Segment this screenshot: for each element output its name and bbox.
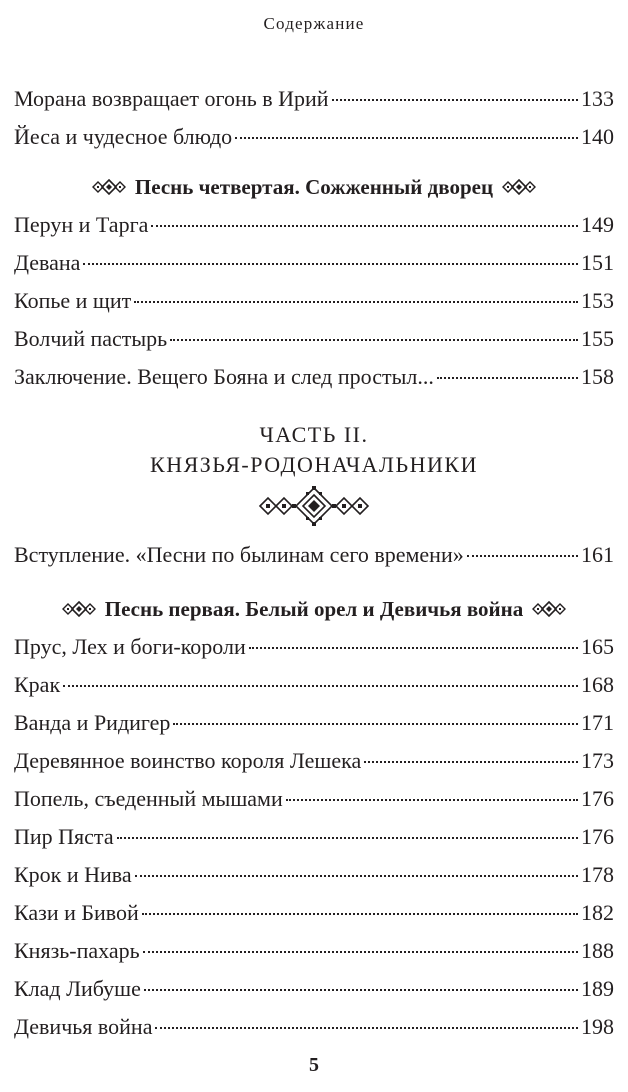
toc-entry-page: 151 (581, 250, 614, 275)
toc-entry[interactable] (14, 536, 614, 574)
toc-entry[interactable] (14, 358, 614, 396)
song-four-section (14, 168, 614, 396)
toc-entry[interactable] (14, 628, 614, 666)
toc-block-top (14, 80, 614, 156)
toc-entry-title: Йеса и чудесное блюдо (14, 124, 233, 149)
toc-entry-page: 171 (581, 710, 614, 735)
toc-entry[interactable] (14, 894, 614, 932)
toc-entry[interactable] (14, 118, 614, 156)
leader-dots (151, 225, 578, 227)
toc-entry[interactable] (14, 244, 614, 282)
toc-entry[interactable] (14, 704, 614, 742)
folk-ornament-icon (531, 601, 567, 617)
toc-entry-page: 133 (581, 86, 614, 111)
toc-entry-page: 161 (581, 542, 614, 567)
page-number: 5 (309, 1054, 319, 1076)
toc-entry-title: Пир Пяста (14, 824, 114, 849)
toc-entry-title: Клад Либуше (14, 976, 141, 1001)
toc-entry-title: Девана (14, 250, 81, 275)
toc-entry[interactable] (14, 932, 614, 970)
toc-entry-page: 198 (581, 1014, 614, 1039)
toc-entry-title: Девичья война (14, 1014, 153, 1039)
toc-entry-title: Морана возвращает огонь в Ирий (14, 86, 329, 111)
toc-entry-page: 188 (581, 938, 614, 963)
leader-dots (134, 301, 578, 303)
toc-entry-title: Ванда и Ридигер (14, 710, 171, 735)
toc-entry[interactable] (14, 206, 614, 244)
toc-entry-title: Кази и Бивой (14, 900, 139, 925)
folk-ornament-icon (61, 601, 97, 617)
toc-entry-title: Князь-пахарь (14, 938, 140, 963)
folk-ornament-icon (91, 179, 127, 195)
song-heading (14, 590, 614, 628)
leader-dots (135, 875, 578, 877)
toc-entry-title: Копье и щит (14, 288, 132, 313)
toc-entry-title: Крак (14, 672, 61, 697)
toc-entry-title: Попель, съеденный мышами (14, 786, 283, 811)
leader-dots (63, 685, 578, 687)
leader-dots (173, 723, 578, 725)
toc-entry[interactable] (14, 970, 614, 1008)
toc-entry-page: 158 (581, 364, 614, 389)
leader-dots (170, 339, 578, 341)
part-heading-line1: ЧАСТЬ II. (259, 422, 369, 447)
toc-entry-page: 149 (581, 212, 614, 237)
leader-dots (332, 99, 578, 101)
part-two-intro (14, 536, 614, 574)
leader-dots (144, 989, 578, 991)
toc-entry-title: Деревянное воинство короля Лешека (14, 748, 362, 773)
toc-entry-title: Волчий пастырь (14, 326, 168, 351)
toc-entry-page: 173 (581, 748, 614, 773)
folk-ornament-large-icon (254, 486, 374, 526)
leader-dots (155, 1027, 578, 1029)
toc-entry[interactable] (14, 780, 614, 818)
part-heading-line2: КНЯЗЬЯ-РОДОНАЧАЛЬНИКИ (150, 452, 478, 477)
toc-entry-title: Перун и Тарга (14, 212, 149, 237)
toc-entry-title: Крок и Нива (14, 862, 132, 887)
toc-entry-page: 189 (581, 976, 614, 1001)
song-one-section (14, 590, 614, 1046)
toc-entry-title: Вступление. «Песни по былинам сего времени» (14, 542, 464, 567)
song-heading-text: Песнь четвертая. Сожженный дворец (134, 175, 494, 199)
song-heading (14, 168, 614, 206)
leader-dots (286, 799, 578, 801)
running-head: Содержание (263, 14, 365, 33)
leader-dots (235, 137, 578, 139)
toc-entry-title: Заключение. Вещего Бояна и след простыл... (14, 364, 434, 389)
folk-ornament-icon (501, 179, 537, 195)
toc-entry-page: 165 (581, 634, 614, 659)
toc-entry[interactable] (14, 856, 614, 894)
leader-dots (143, 951, 578, 953)
toc-entry[interactable] (14, 282, 614, 320)
leader-dots (142, 913, 578, 915)
toc-entry-page: 153 (581, 288, 614, 313)
toc-entry[interactable] (14, 80, 614, 118)
toc-entry[interactable] (14, 742, 614, 780)
toc-entry[interactable] (14, 320, 614, 358)
leader-dots (437, 377, 578, 379)
leader-dots (364, 761, 578, 763)
toc-entry-title: Прус, Лех и боги-короли (14, 634, 246, 659)
song-heading-text: Песнь первая. Белый орел и Девичья война (104, 597, 524, 621)
leader-dots (83, 263, 578, 265)
toc-entry-page: 178 (581, 862, 614, 887)
toc-entry[interactable] (14, 1008, 614, 1046)
toc-entry-page: 140 (581, 124, 614, 149)
toc-entry[interactable] (14, 818, 614, 856)
leader-dots (467, 555, 578, 557)
toc-entry-page: 176 (581, 786, 614, 811)
toc-entry-page: 182 (581, 900, 614, 925)
toc-entry-page: 168 (581, 672, 614, 697)
toc-entry[interactable] (14, 666, 614, 704)
toc-entry-page: 155 (581, 326, 614, 351)
toc-entry-page: 176 (581, 824, 614, 849)
leader-dots (117, 837, 578, 839)
leader-dots (249, 647, 578, 649)
